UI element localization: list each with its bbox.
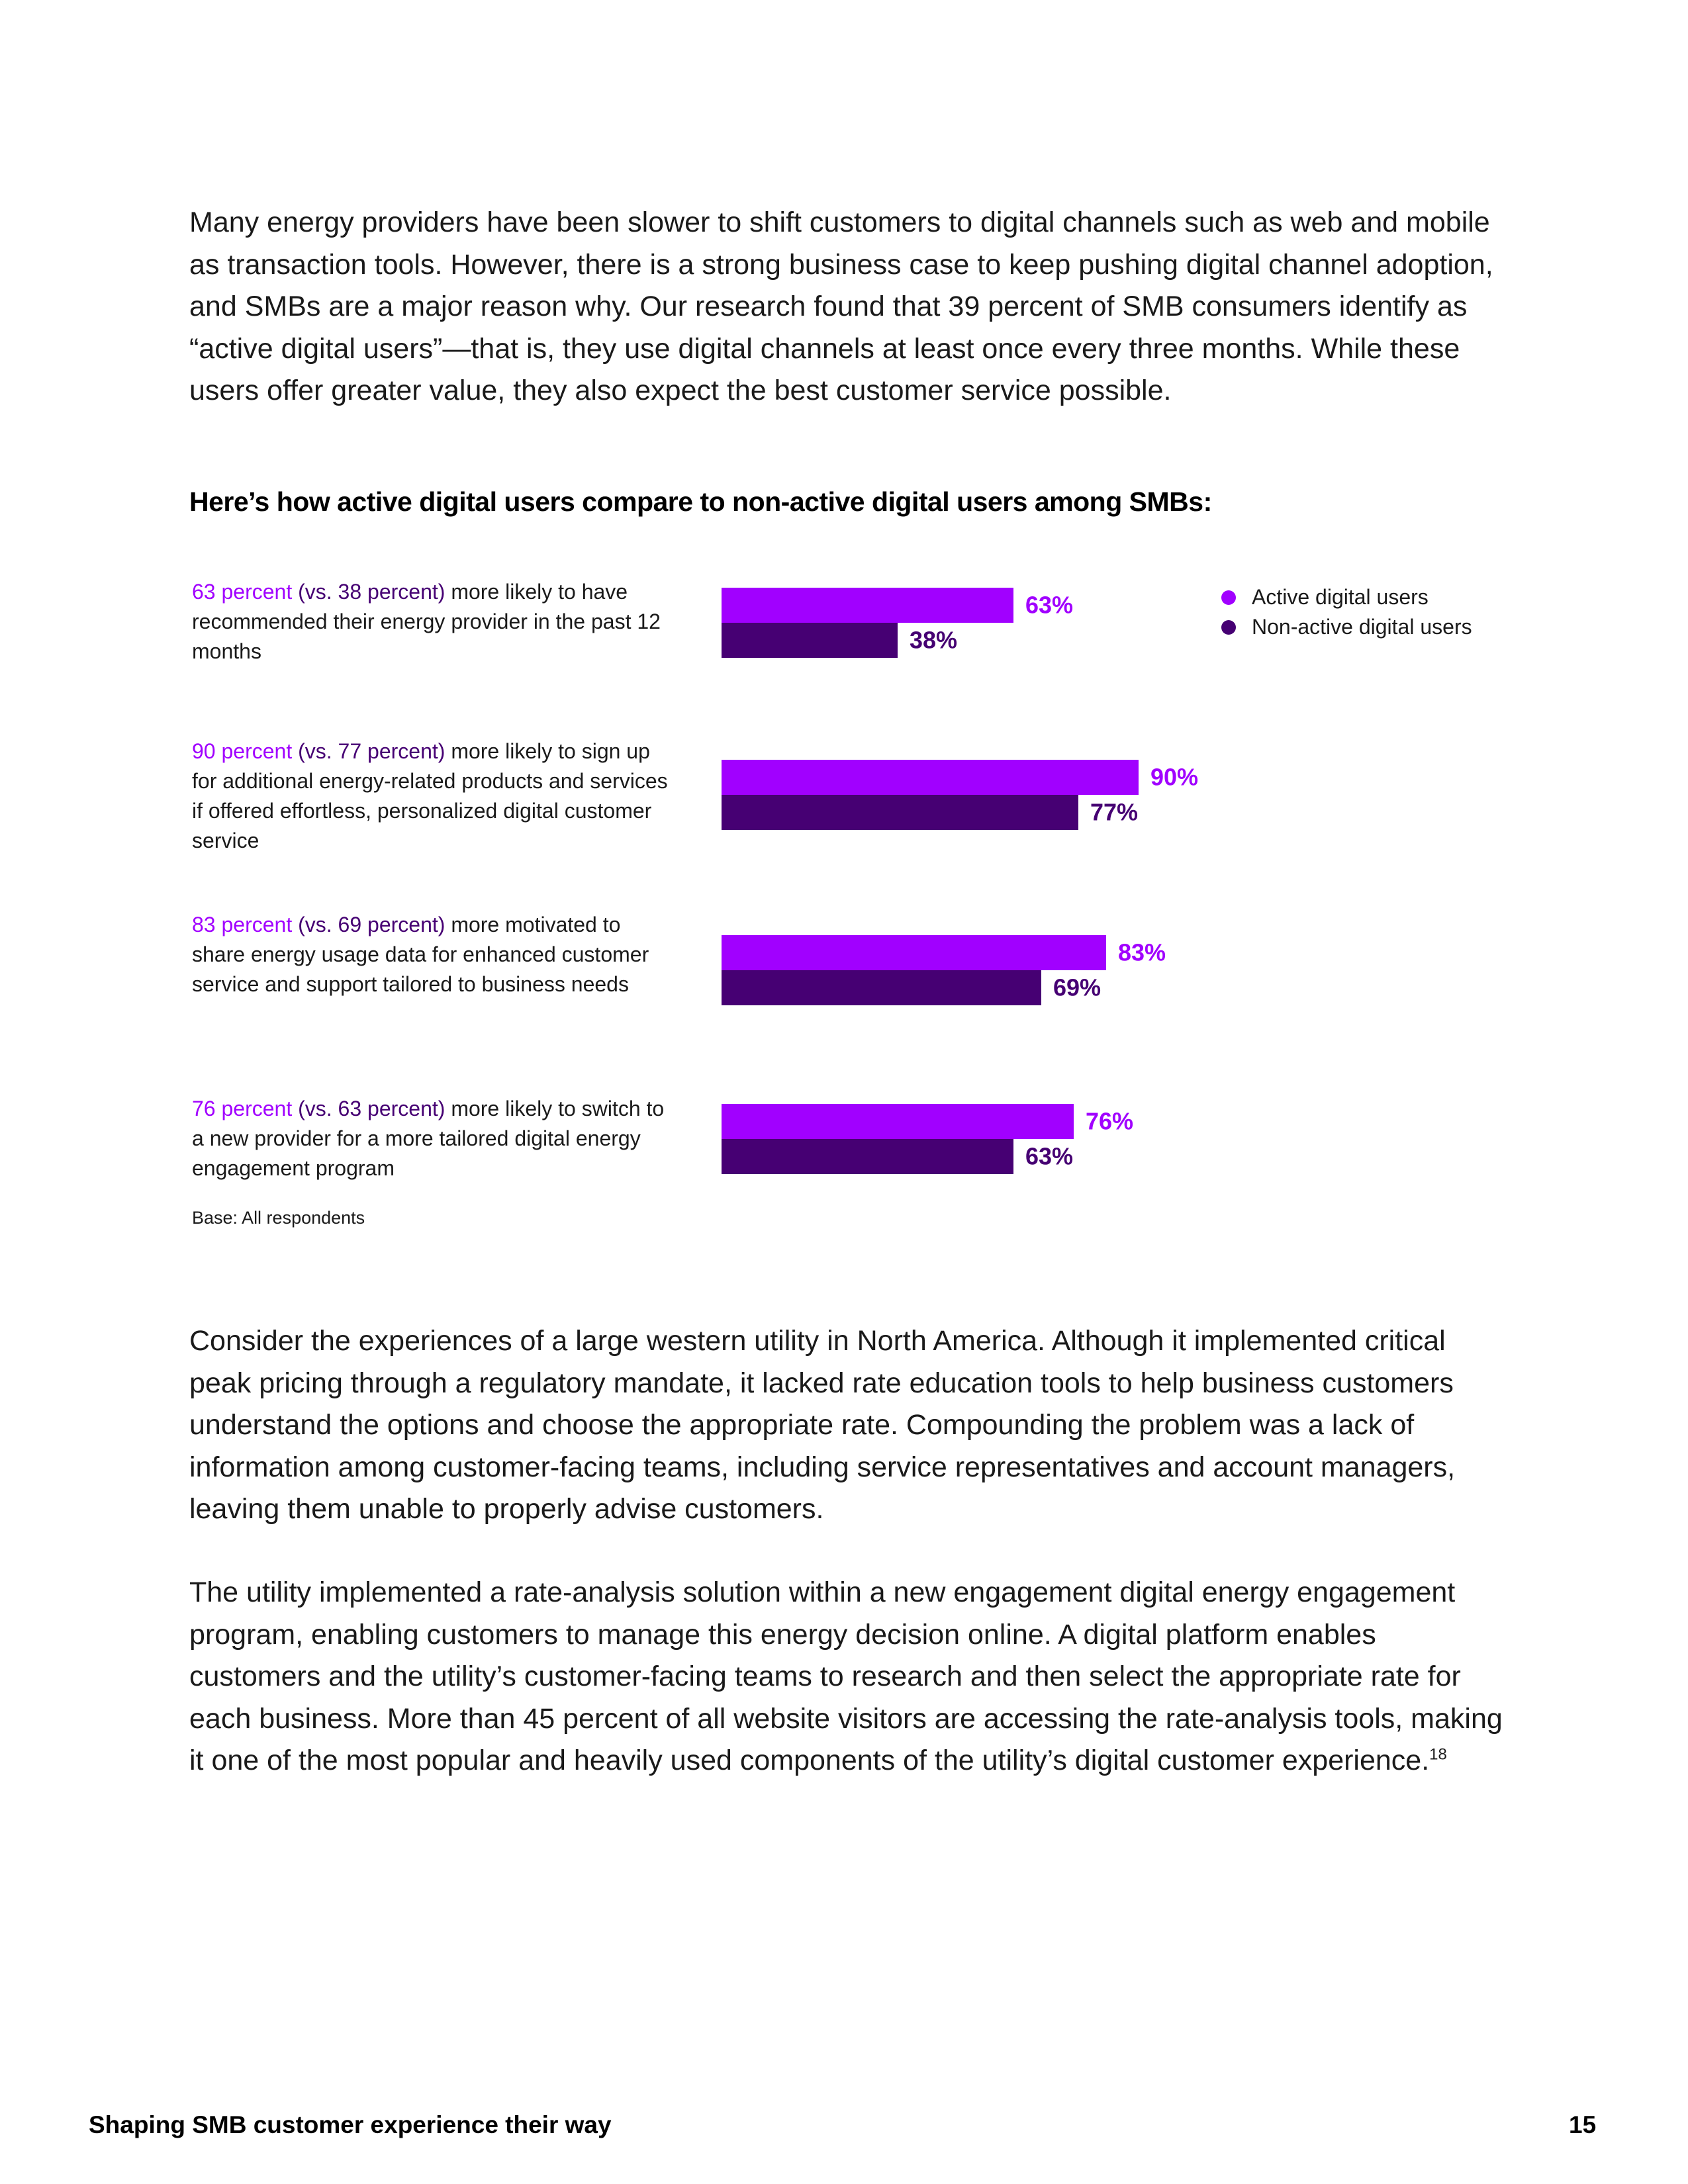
bar-active — [722, 935, 1106, 970]
legend-label: Active digital users — [1252, 585, 1429, 609]
bar-label-non-active: 77% — [1090, 798, 1139, 826]
stat-active-value: 63 percent — [192, 580, 293, 604]
legend-item-non-active — [1221, 612, 1472, 642]
bar-non-active — [722, 795, 1078, 830]
stat-active-value: 90 percent — [192, 739, 293, 763]
intro-paragraph: Many energy providers have been slower to shift customers to digital channels such as web and mobile as transaction tools. However, there is a strong business case to keep pushing digital channel adoption, and SMBs are a major reason why. Our research found that 39 percent of SMB consumers identify as “active digital users”—that is, they use digital channels at least once every three months. While these users offer greater value, they also expect the best customer service possible. — [189, 206, 1493, 406]
bar-label-non-active: 63% — [1025, 1142, 1074, 1170]
stat-non-active-value: (vs. 69 percent) — [298, 913, 445, 936]
page-number: 15 — [1569, 2111, 1597, 2138]
legend-item-active — [1221, 582, 1472, 612]
bar-non-active — [722, 970, 1041, 1005]
paragraph-3-text: The utility implemented a rate-analysis solution within a new engagement digital energy engagement program, enabling customers to manage this energy decision online. A digital platform enables customers and the utility’s customer-facing teams to research and then select the appropriate rate for each business. More than 45 percent of all website visitors are accessing the rate-analysis tools, making it one of the most popular and heavily used components of the utility’s digital customer experience. — [189, 1576, 1503, 1776]
stat-non-active-value: (vs. 38 percent) — [298, 580, 445, 604]
bar-non-active — [722, 1139, 1013, 1174]
bar-active — [722, 588, 1013, 623]
stat-text-4 — [192, 1094, 669, 1183]
bar-active — [722, 760, 1139, 795]
stat-text-3 — [192, 910, 669, 999]
bar-active — [722, 1104, 1074, 1139]
stat-active-value: 83 percent — [192, 913, 293, 936]
chart-legend — [1221, 582, 1472, 642]
bar-label-active: 83% — [1118, 938, 1166, 966]
stat-text-2 — [192, 737, 669, 856]
base-note: Base: All respondents — [192, 1208, 365, 1228]
legend-dot-icon — [1221, 620, 1236, 635]
legend-dot-icon — [1221, 590, 1236, 605]
stat-description: more motivated to share energy usage data for enhanced customer service and support tailored to business needs — [192, 913, 649, 996]
stat-description: more likely to have recommended their energy provider in the past 12 months — [192, 580, 661, 663]
bar-non-active — [722, 623, 898, 658]
stat-text-1 — [192, 577, 669, 666]
bar-label-non-active: 38% — [910, 626, 958, 654]
stat-description: more likely to sign up for additional energy-related products and services if offered effortless, personalized digital customer service — [192, 739, 668, 852]
legend-label: Non-active digital users — [1252, 615, 1472, 639]
paragraph-2: Consider the experiences of a large western utility in North America. Although it implemented critical peak pricing through a regulatory mandate, it lacked rate education tools to help business customers understand the options and choose the appropriate rate. Compounding the problem was a lack of information among customer-facing teams, including service representatives and account managers, leaving them unable to properly advise customers. — [189, 1325, 1456, 1525]
bar-label-active: 90% — [1150, 763, 1199, 791]
stat-non-active-value: (vs. 63 percent) — [298, 1097, 445, 1120]
bar-label-non-active: 69% — [1053, 974, 1102, 1001]
footnote-marker: 18 — [1429, 1745, 1447, 1764]
bar-label-active: 76% — [1086, 1107, 1134, 1135]
section-heading: Here’s how active digital users compare to non-active digital users among SMBs: — [189, 486, 1212, 517]
footer-title: Shaping SMB customer experience their way — [89, 2111, 612, 2138]
stat-active-value: 76 percent — [192, 1097, 293, 1120]
paragraph-3 — [189, 1572, 1513, 1782]
stat-description: more likely to switch to a new provider for a more tailored digital energy engagement program — [192, 1097, 665, 1180]
bar-label-active: 63% — [1025, 591, 1074, 619]
stat-non-active-value: (vs. 77 percent) — [298, 739, 445, 763]
